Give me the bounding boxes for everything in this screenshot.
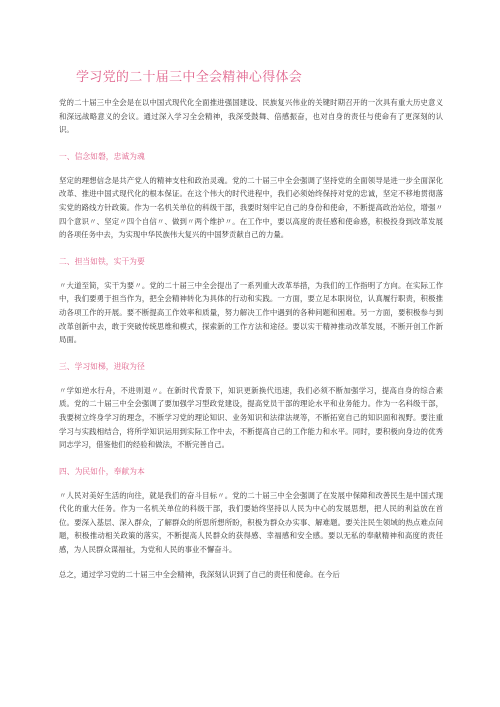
section-3-paragraph: 〃学如逆水行舟，不进则退〃。在新时代背景下，知识更新换代迅速，我们必须不断加强学习，提高自身的综合素质。党的二十届三中全会强调了要加强学习型政党建设，提高党员干部的理论水平和业务能力。作为一名科级干部，我要树立终身学习的理念，不断学习党的理论知识、业务知识和法律法规等，不断拓宽自己的知识面和视野。要注重学习与实践相结合，将所学知识运用到实际工作中去，不断提高自己的工作能力和水平。同时，要积极向身边的优秀同志学习，借鉴他们的经验和做法，不断完善自己。 <box>59 385 443 450</box>
section-2-heading: 二、担当如铁，实干为要 <box>59 256 145 266</box>
document-body <box>59 96 443 581</box>
intro-paragraph: 党的二十届三中全会是在以中国式现代化全面推进强国建设、民族复兴伟业的关键时期召开的一次具有重大历史意义和深远战略意义的会议。通过深入学习全会精神，我深受鼓舞、倍感振奋，也对自身的责任与使命有了更深刻的认识。 <box>59 98 443 135</box>
section-3-heading: 三、学习如梯，进取为径 <box>59 361 145 371</box>
page-title: 学习党的二十届三中全会精神心得体会 <box>76 70 303 85</box>
section-2-paragraph: 〃大道至简，实干为要〃。党的二十届三中全会提出了一系列重大改革举措，为我们的工作指明了方向。在实际工作中，我们要勇于担当作为，把全会精神转化为具体的行动和实践。一方面，要立足本职岗位，认真履行职责，积极推动各项工作的开展。要不断提高工作效率和质量，努力解决工作中遇到的各种问题和困难。另一方面，要积极参与到改革创新中去，敢于突破传统思维和模式，探索新的工作方法和途径。要以实干精神推动改革发展，不断开创工作新局面。 <box>59 280 443 345</box>
section-4-paragraph: 〃人民对美好生活的向往，就是我们的奋斗目标〃。党的二十届三中全会强调了在发展中保障和改善民生是中国式现代化的重大任务。作为一名机关单位的科级干部，我们要始终坚持以人民为中心的发展思想，把人民的利益放在首位。要深入基层、深入群众，了解群众的所思所想所盼，积极为群众办实事、解难题。要关注民生领域的热点难点问题，积极推动相关政策的落实，不断提高人民群众的获得感、幸福感和安全感。要以无私的奉献精神和高度的责任感，为人民群众谋福祉，为党和人民的事业不懈奋斗。 <box>59 490 443 555</box>
section-4-heading: 四、为民如仆，奉献为本 <box>59 466 145 476</box>
section-1-heading: 一、信念如磐，忠诚为魂 <box>59 151 145 161</box>
closing-paragraph: 总之，通过学习党的二十届三中全会精神，我深刻认识到了自己的责任和使命。在今后 <box>59 569 340 579</box>
section-1-paragraph: 坚定的理想信念是共产党人的精神支柱和政治灵魂。党的二十届三中全会强调了坚持党的全面领导是进一步全面深化改革、推进中国式现代化的根本保证。在这个伟大的时代进程中，我们必须始终保持对党的忠诚，坚定不移地贯彻落实党的路线方针政策。作为一名机关单位的科级干部，我要时刻牢记自己的身份和使命，不断提高政治站位，增强〃四个意识〃、坚定〃四个自信〃、做到〃两个维护〃。在工作中，要以高度的责任感和使命感，积极投身到改革发展的各项任务中去，为实现中华民族伟大复兴的中国梦贡献自己的力量。 <box>59 175 443 240</box>
